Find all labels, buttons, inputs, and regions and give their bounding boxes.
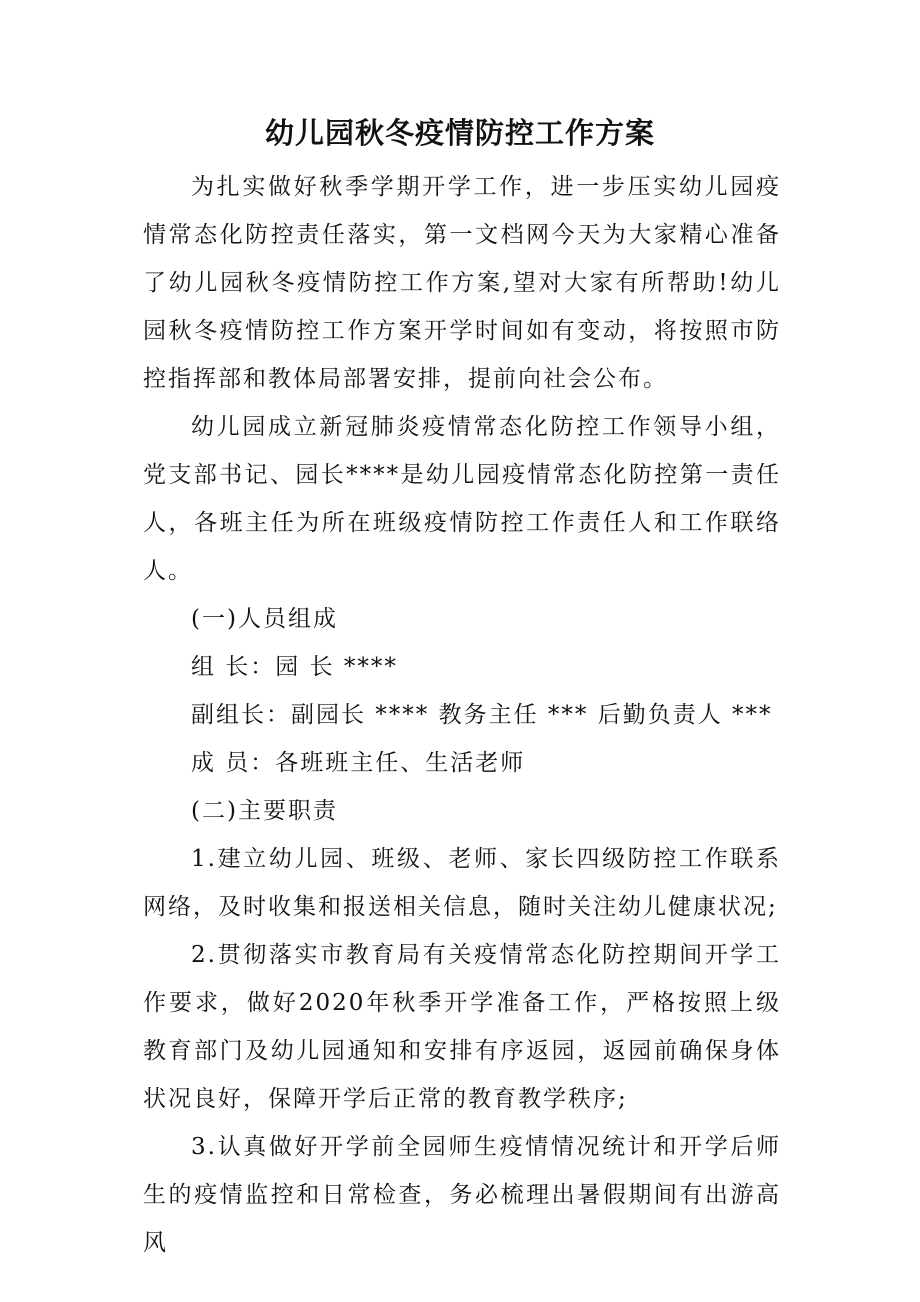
line-group-leader: 组 长：园 长 **** [191, 654, 398, 680]
paragraph-duty-3: 3.认真做好开学前全园师生疫情情况统计和开学后师生的疫情监控和日常检查，务必梳理出暑假期间有出游高风 [143, 1134, 781, 1256]
line-deputy-leader: 副组长：副园长 **** 教务主任 *** 后勤负责人 *** [191, 702, 773, 728]
line-members: 成 员：各班班主任、生活老师 [191, 750, 526, 776]
paragraph-intro: 为扎实做好秋季学期开学工作，进一步压实幼儿园疫情常态化防控责任落实，第一文档网今天为大家精心准备了幼儿园秋冬疫情防控工作方案,望对大家有所帮助!幼儿园秋冬疫情防控工作方案开学时间如有变动，将按照市防控指挥部和教体局部署安排，提前向社会公布。 [143, 174, 781, 392]
section-heading-personnel: (一)人员组成 [191, 606, 338, 632]
paragraph-duty-2: 2.贯彻落实市教育局有关疫情常态化防控期间开学工作要求，做好2020年秋季开学准备工作，严格按照上级教育部门及幼儿园通知和安排有序返园，返园前确保身体状况良好，保障开学后正常的教育教学秩序; [143, 942, 781, 1112]
document-title: 幼儿园秋冬疫情防控工作方案 [264, 116, 655, 150]
document-body [143, 163, 781, 1267]
paragraph-leadership: 幼儿园成立新冠肺炎疫情常态化防控工作领导小组，党支部书记、园长****是幼儿园疫情常态化防控第一责任人，各班主任为所在班级疫情防控工作责任人和工作联络人。 [143, 414, 781, 584]
paragraph-duty-1: 1.建立幼儿园、班级、老师、家长四级防控工作联系网络，及时收集和报送相关信息，随时关注幼儿健康状况; [143, 846, 781, 920]
section-heading-duties: (二)主要职责 [191, 798, 338, 824]
